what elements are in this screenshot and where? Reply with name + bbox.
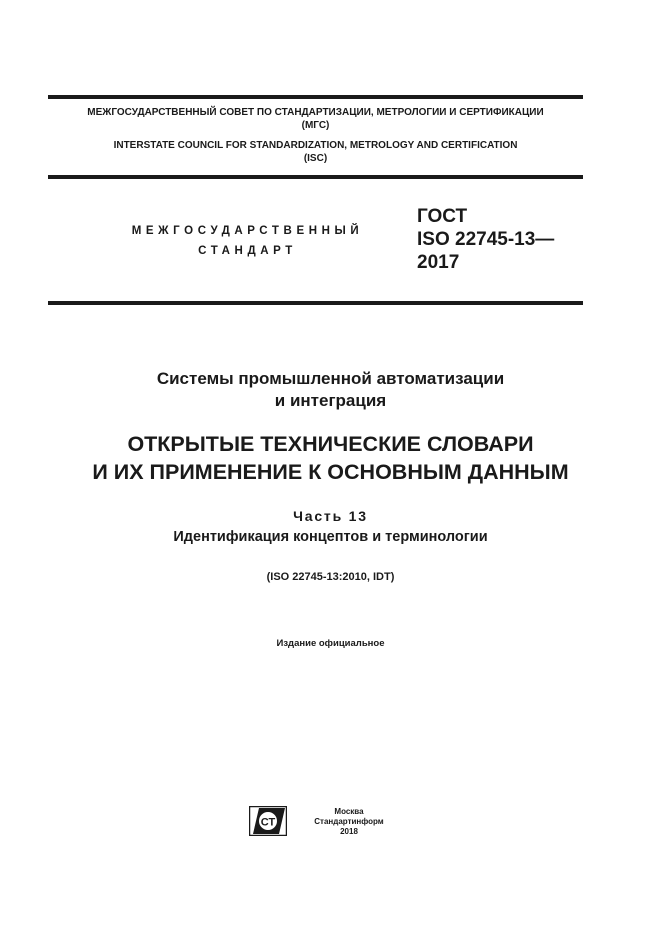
gost-code [417, 205, 554, 274]
series-title [0, 368, 661, 412]
council-header-ru [48, 106, 583, 132]
edition-label: Издание официальное [276, 638, 385, 649]
council-ru-abbr: (МГС) [301, 120, 330, 131]
gost-code-line2: ISO 22745-13— [417, 229, 555, 250]
series-title-line1: Системы промышленной автоматизации [156, 369, 505, 388]
header-rule [48, 175, 583, 179]
council-en-line1: INTERSTATE COUNCIL FOR STANDARDIZATION, METROLOGY AND CERTIFICATION [113, 140, 518, 151]
council-en-abbr: (ISC) [303, 153, 328, 164]
series-title-line2: и интеграция [274, 391, 387, 410]
iso-reference: (ISO 22745-13:2010, IDT) [266, 571, 395, 583]
publisher-info [309, 807, 389, 837]
council-ru-line1: МЕЖГОСУДАРСТВЕННЫЙ СОВЕТ ПО СТАНДАРТИЗАЦИИ, МЕТРОЛОГИИ И СЕРТИФИКАЦИИ [87, 107, 544, 118]
top-rule [48, 95, 583, 99]
publisher-year: 2018 [340, 827, 358, 836]
gost-code-line1: ГОСТ [417, 206, 468, 227]
part-number: Часть 13 [293, 508, 368, 524]
standartinform-logo-icon [249, 806, 287, 836]
part-subtitle: Идентификация концептов и терминологии [173, 529, 488, 545]
council-header-en [48, 139, 583, 165]
publisher-name: Стандартинформ [314, 817, 384, 826]
standard-label-line2: СТАНДАРТ [198, 245, 297, 257]
standard-label-line1: МЕЖГОСУДАРСТВЕННЫЙ [131, 225, 364, 237]
logo-text: СТ [260, 816, 276, 829]
publisher-city: Москва [334, 807, 364, 816]
main-title-line1: ОТКРЫТЫЕ ТЕХНИЧЕСКИЕ СЛОВАРИ [127, 432, 534, 456]
title-rule [48, 301, 583, 305]
main-title-line2: И ИХ ПРИМЕНЕНИЕ К ОСНОВНЫМ ДАННЫМ [92, 460, 569, 484]
gost-code-line3: 2017 [417, 252, 460, 273]
main-title [0, 430, 661, 486]
